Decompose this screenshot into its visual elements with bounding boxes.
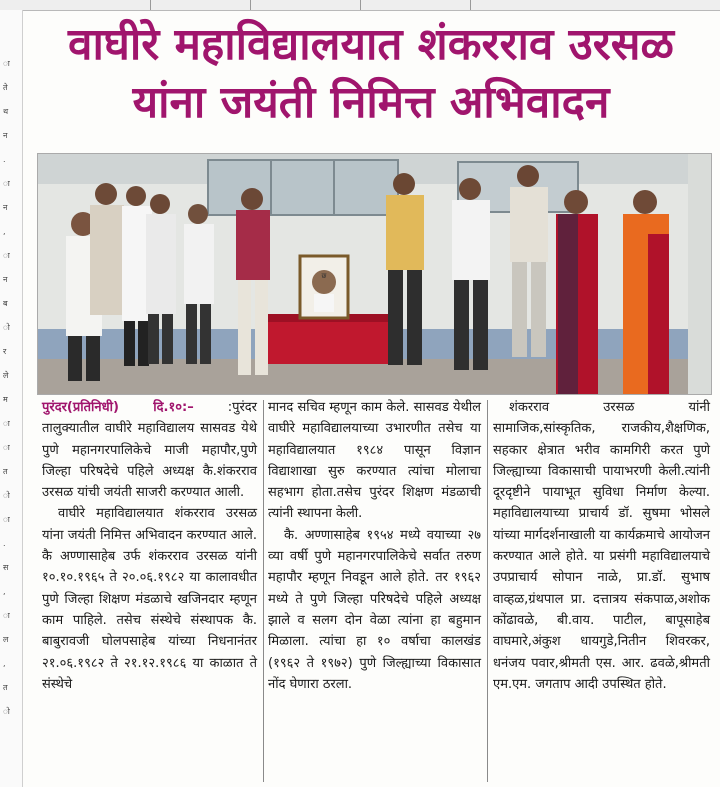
fragment-char: स [3, 563, 9, 572]
fragment-char: ब [3, 299, 8, 308]
fragment-char: , [3, 659, 6, 668]
article-text: :पुरंदर तालुक्यातील वाघीरे महाविद्यालय सासवड येथे पुणे महानगरपालिकेचे माजी महापौर,पुणे जिल्हा परिषदेचे पहिले अध्यक्ष कै.शंकरराव उरसळ यांची जयंती साजरी करण्यात आली. [42, 400, 257, 501]
fragment-char: . [3, 155, 6, 164]
fragment-char: ा [3, 251, 10, 260]
fragment-char: ो [3, 707, 10, 716]
fragment-char: म [3, 395, 8, 404]
portrait-sign: छ [321, 272, 327, 280]
article-paragraph [42, 397, 257, 503]
fragment-char: ो [3, 491, 10, 500]
fragment-char: ो [3, 323, 10, 332]
fragment-char: न [3, 275, 8, 284]
headline-line-1: वाघीरे महाविद्यालयात शंकरराव उरसळ [68, 19, 674, 70]
fragment-char: ा [3, 59, 10, 68]
fragment-char: र [3, 347, 7, 356]
article-paragraph: वाघीरे महाविद्यालयात शंकरराव उरसळ यांना जयंती निमित्त अभिवादन करण्यात आले. कै अण्णासाहेब उर्फ शंकरराव उरसळ यांनी १०.१०.१९६५ ते २०.०६.१९८२ या कालावधीत पुणे जिल्हा शिक्षण मंडळाचे खजिनदार म्हणून काम पाहिले. तसेच संस्थेचे संस्थापक कै. बाबुरावजी घोलपसाहेब यांच्या निधनानंतर २१.०६.१९८२ ते २१.१२.१९८६ या काळात ते संस्थेचे [42, 506, 257, 692]
event-photo [37, 153, 712, 395]
byline: पुरंदर(प्रतिनिधी) दि.१०:– [42, 400, 194, 415]
fragment-char: ा [3, 515, 10, 524]
headline [26, 16, 716, 132]
fragment-char: त [3, 467, 8, 476]
fragment-char: ा [3, 419, 10, 428]
article-column-3 [493, 397, 710, 695]
column-rule [263, 400, 264, 782]
column-rule [487, 400, 488, 782]
adjacent-column-fragment [0, 10, 23, 787]
fragment-char: न [3, 131, 8, 140]
article-paragraph: मानद सचिव म्हणून काम केले. सासवड येथील वाघीरे महाविद्यालयाच्या उभारणीत तसेच या महाविद्यालयात १९८४ पासून विज्ञान विद्याशाखा सुरु करण्यात त्यांचा मोलाचा सहभाग होता.तसेच पुरंदर शिक्षण मंडळाची त्यांनी स्थापना केली. [268, 400, 481, 522]
top-strip [0, 0, 720, 11]
article-paragraph: कै. अण्णासाहेब १९५४ मध्ये वयाच्या २७ व्या वर्षी पुणे महानगरपालिकेचे सर्वात तरुण महापौर म्हणून निवडून आले होते. तर १९६२ मध्ये ते पुणे जिल्हा परिषदेचे पहिले अध्यक्ष झाले व सलग दोन वेळा त्यांना हा बहुमान मिळाला. त्यांचा हा १० वर्षाचा कालखंड (१९६२ ते १९७२) पुणे जिल्ह्याच्या विकासात नोंद घेणारा ठरला. [268, 527, 481, 692]
fragment-char: , [3, 227, 6, 236]
headline-line-2: यांना जयंती निमित्त अभिवादन [132, 77, 610, 128]
article-paragraph: शंकरराव उरसळ यांनी सामाजिक,सांस्कृतिक, राजकीय,शैक्षणिक, सहकार क्षेत्रात भरीव कामगिरी करत पुणे जिल्ह्याच्या विकासाची पायाभरणी केली.त्यांनी दूरदृष्टीने पायाभूत सुविधा निर्माण केल्या. महाविद्यालयाच्या प्राचार्य डॉ. सुषमा भोसले यांच्या मार्गदर्शनाखाली या कार्यक्रमाचे आयोजन करण्यात आले होते. या प्रसंगी महाविद्यालयाचे उपप्राचार्य सोपान नाळे, प्रा.डॉ. सुभाष वाव्हळ,ग्रंथपाल प्रा. दत्तात्रय संकपाळ,अशोक कोंढावळे, बी.वाय. पाटील, बापूसाहेब वाघमारे,अंकुश धायगुडे,नितीन शिवरकर, धनंजय पवार,श्रीमती एस. आर. ढवळे,श्रीमती एम.एम. जगताप आदी उपस्थित होते. [493, 400, 710, 692]
fragment-char: , [3, 587, 6, 596]
article-column-2 [268, 397, 481, 695]
fragment-char: ा [3, 443, 10, 452]
fragment-char: ते [3, 83, 8, 92]
article-column-1 [42, 397, 257, 695]
fragment-char: . [3, 539, 6, 548]
fragment-char: ा [3, 179, 10, 188]
fragment-char: ा [3, 611, 10, 620]
fragment-char: थ [3, 107, 9, 116]
fragment-char: त [3, 683, 8, 692]
event-photo-illustration [38, 154, 711, 394]
fragment-char: ल [3, 635, 9, 644]
fragment-char: न [3, 203, 8, 212]
fragment-char: ले [3, 371, 9, 380]
